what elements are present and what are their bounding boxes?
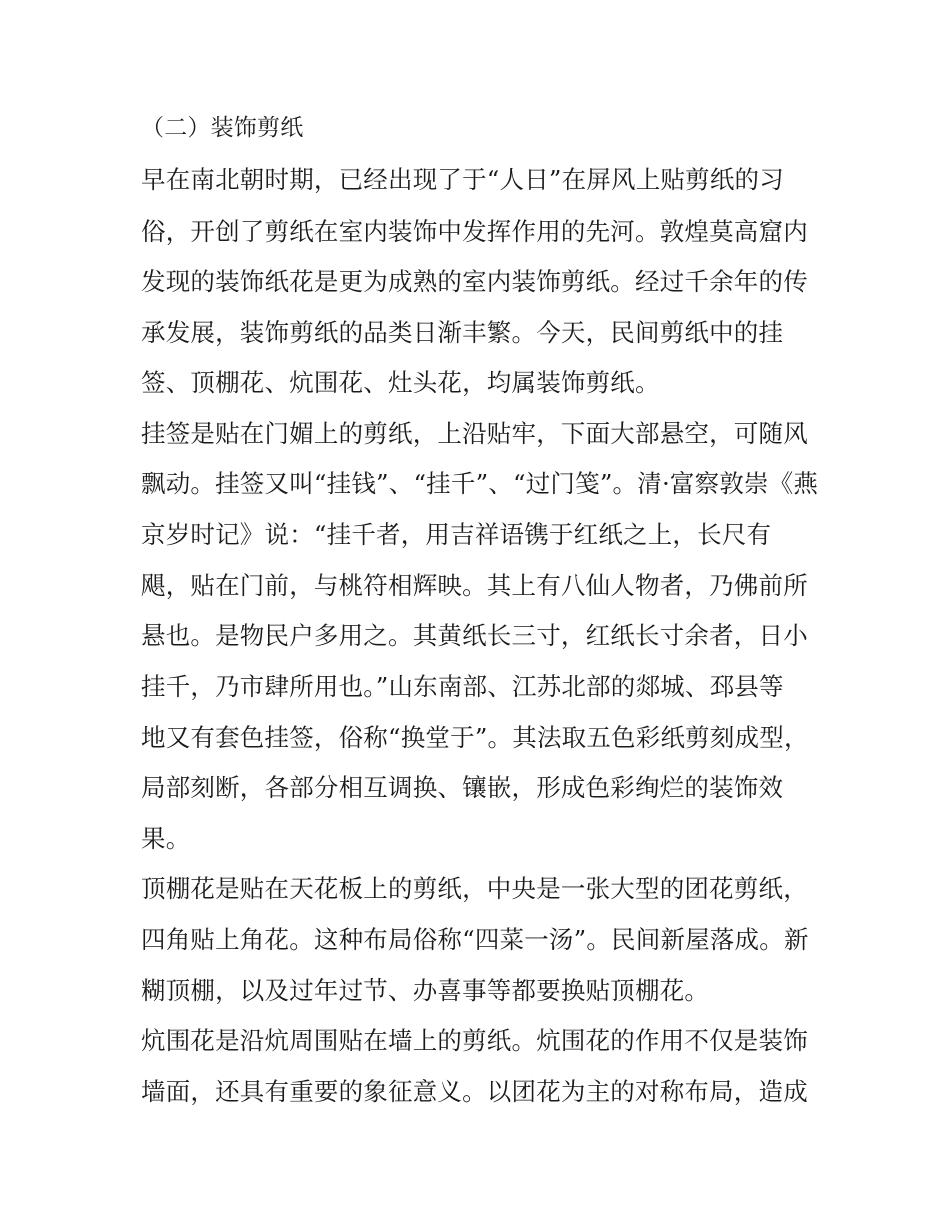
text-line: 局部刻断，各部分相互调换、镶嵌，形成色彩绚烂的装饰效 [141,773,784,802]
text-line: 早在南北朝时期，已经出现了于“人日”在屏风上贴剪纸的习 [141,165,784,194]
text-line: 果。 [141,824,191,853]
text-line: 悬也。是物民户多用之。其黄纸长三寸，红纸长寸余者，日小 [141,621,808,650]
text-line: 墙面，还具有重要的象征意义。以团花为主的对称布局，造成 [141,1077,808,1106]
text-line: 签、顶棚花、炕围花、灶头花，均属装饰剪纸。 [141,368,660,397]
text-line: 四角贴上角花。这种布局俗称“四菜一汤”。民间新屋落成。新 [141,925,809,954]
text-line: 糊顶棚，以及过年过节、办喜事等都要换贴顶棚花。 [141,976,710,1005]
section-heading: （二）装饰剪纸 [141,115,304,141]
text-line: 飓，贴在门前，与桃符相辉映。其上有八仙人物者，乃佛前所 [141,571,808,600]
text-line: 挂千，乃市肆所用也。”山东南部、江苏北部的郯城、邳县等 [141,672,784,701]
text-line: 炕围花是沿炕周围贴在墙上的剪纸。炕围花的作用不仅是装饰 [141,1026,808,1055]
text-line: 挂签是贴在门媚上的剪纸，上沿贴牢，下面大部悬空，可随风 [141,419,808,448]
text-line: 顶棚花是贴在天花板上的剪纸，中央是一张大型的团花剪纸， [141,874,808,903]
text-line: 京岁时记》说：“挂千者，用吉祥语镌于红纸之上，长尺有 [141,520,772,549]
text-line: 发现的装饰纸花是更为成熟的室内装饰剪纸。经过千余年的传 [141,267,808,296]
text-line: 俗，开创了剪纸在室内装饰中发挥作用的先河。敦煌莫高窟内 [141,217,808,246]
text-line: 飘动。挂签又叫“挂钱”、“挂千”、“过门笺”。清·富察敦崇《燕 [141,469,819,498]
text-line: 地又有套色挂签，俗称“换堂于”。其法取五色彩纸剪刻成型， [141,723,809,752]
text-line: 承发展，装饰剪纸的品类日渐丰繁。今天，民间剪纸中的挂 [141,318,784,347]
